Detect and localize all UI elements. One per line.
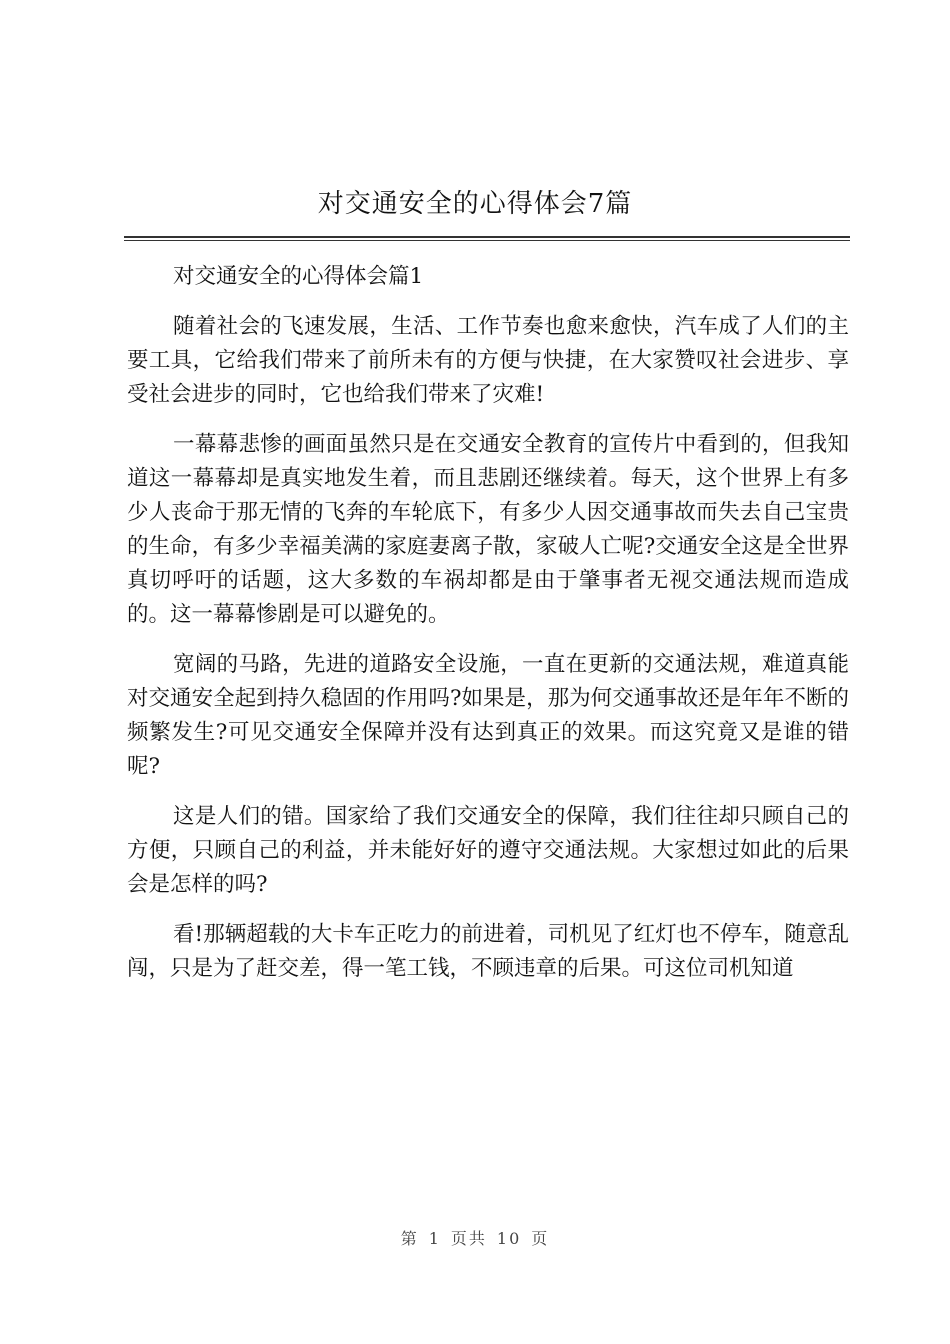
page-label-prefix: 第 [400,1229,419,1248]
page-footer [0,1226,950,1249]
section-heading: 对交通安全的心得体会篇1 [173,264,424,289]
page-title: 对交通安全的心得体会7篇 [317,189,633,219]
title-divider [124,236,850,241]
document-body [127,252,849,994]
paragraph: 宽阔的马路，先进的道路安全设施，一直在更新的交通法规，难道真能对交通安全起到持久稳固的作用吗?如果是，那为何交通事故还是年年不断的频繁发生?可见交通安全保障并没有达到真正的效果。而这究竟又是谁的错呢? [127,652,849,779]
page-label-suffix: 页 [531,1229,550,1248]
total-pages: 10 [496,1229,522,1248]
page-label-middle: 页共 [450,1229,487,1248]
paragraph: 看!那辆超载的大卡车正吃力的前进着，司机见了红灯也不停车，随意乱闯，只是为了赶交差，得一笔工钱，不顾违章的后果。可这位司机知道 [127,922,849,981]
paragraph: 一幕幕悲惨的画面虽然只是在交通安全教育的宣传片中看到的，但我知道这一幕幕却是真实地发生着，而且悲剧还继续着。每天，这个世界上有多少人丧命于那无情的飞奔的车轮底下，有多少人因交通事故而失去自己宝贵的生命，有多少幸福美满的家庭妻离子散，家破人亡呢?交通安全这是全世界真切呼吁的话题，这大多数的车祸却都是由于肇事者无视交通法规而造成的。这一幕幕惨剧是可以避免的。 [127,432,849,627]
paragraph: 这是人们的错。国家给了我们交通安全的保障，我们往往却只顾自己的方便，只顾自己的利益，并未能好好的遵守交通法规。大家想过如此的后果会是怎样的吗? [127,804,849,897]
page-number: 1 [428,1229,441,1248]
paragraph: 随着社会的飞速发展，生活、工作节奏也愈来愈快，汽车成了人们的主要工具，它给我们带来了前所未有的方便与快捷，在大家赞叹社会进步、享受社会进步的同时，它也给我们带来了灾难! [127,314,849,407]
